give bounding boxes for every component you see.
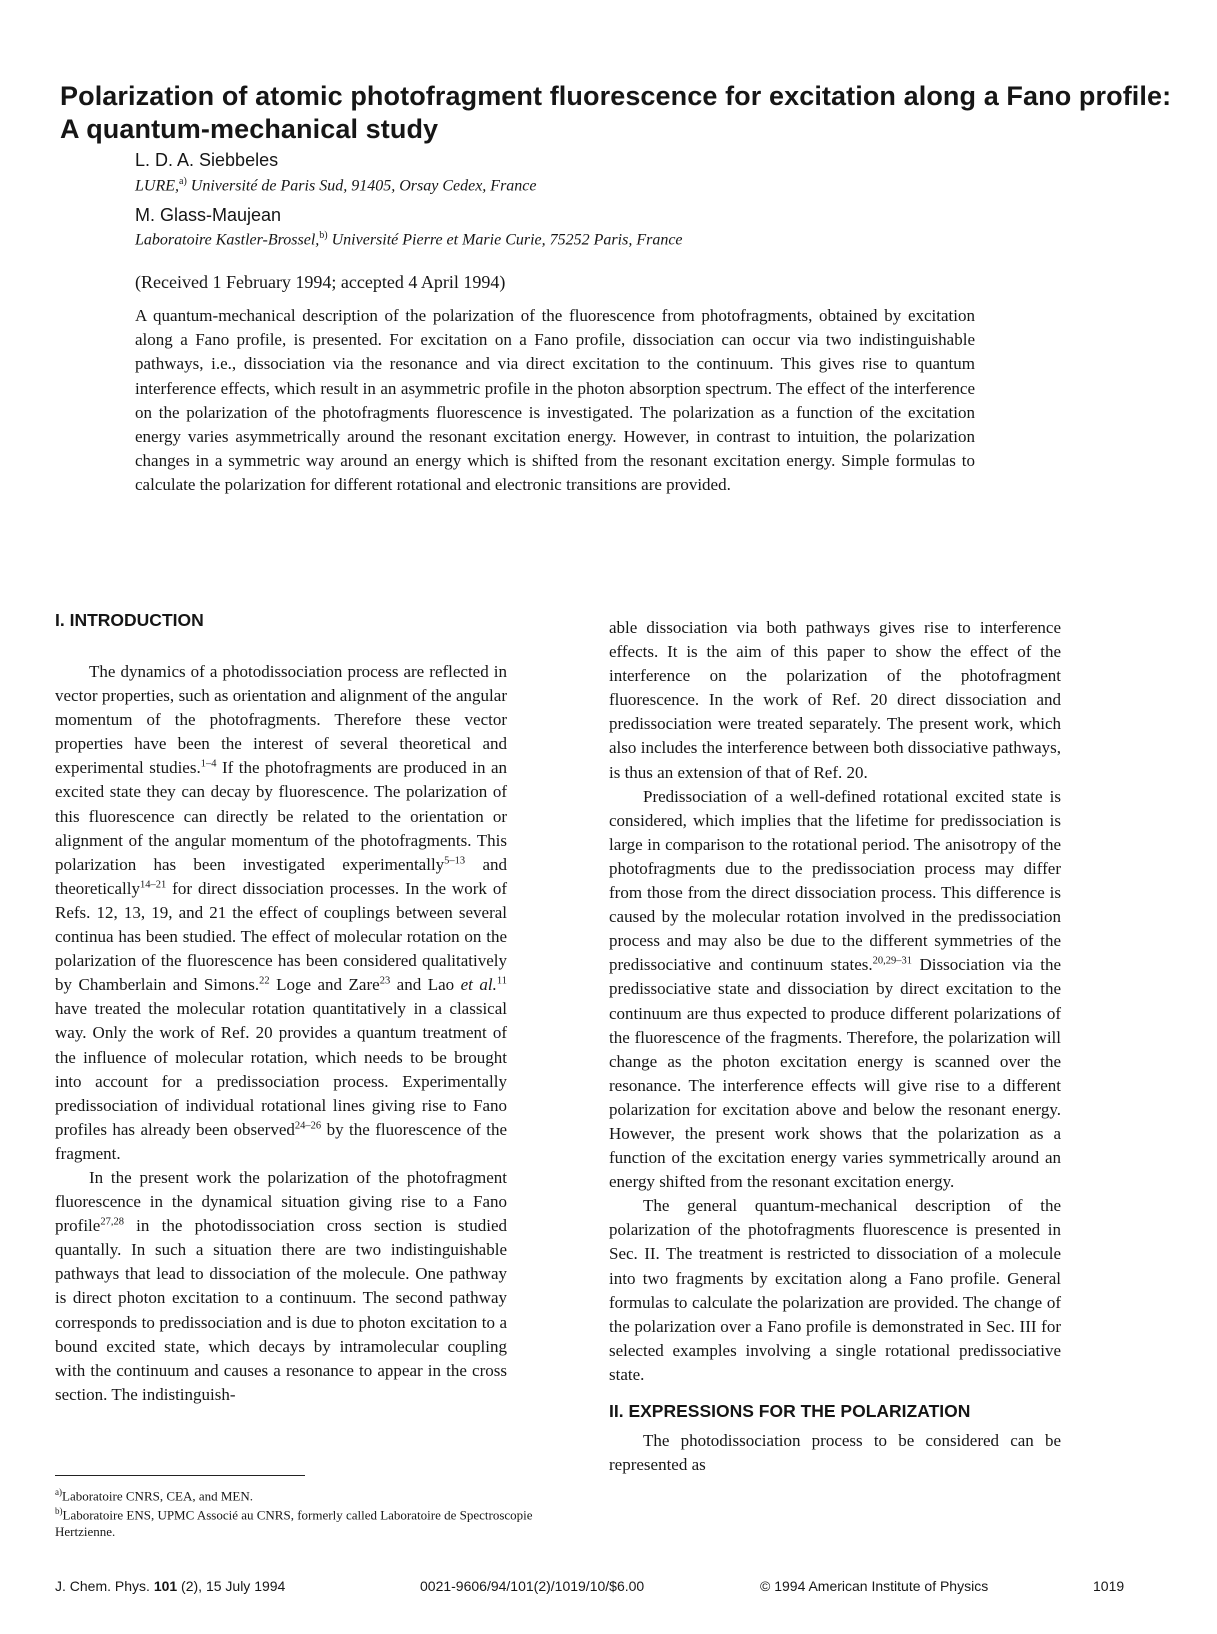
text-run: Dissociation via the predissociative state and dissociation by direct excitation to the continuum are thus expected to produce different polarizations of the fluorescence of the fragments. Therefore, the polarization will change as the photon excitation energy is scanned over the resonance. The interference effects will give rise to a different polarization for excitation above and below the resonant energy. However, the present work shows that the polarization as a function of the excitation energy varies symmetrically around an energy shifted from the resonant excitation energy. <box>609 955 1061 1192</box>
text-run: Loge and Zare <box>269 975 380 995</box>
text-run: have treated the molecular rotation quantitatively in a classical way. Only the work of Ref. 20 provides a quantum treatment of the influence of molecular rotation, which needs to be brought into account for a predissociation process. Experimentally predissociation of individual rotational lines giving rise to Fano profiles has already been observed <box>55 999 507 1139</box>
citation: 27,28 <box>100 1216 124 1228</box>
author-name: L. D. A. Siebbeles <box>135 150 279 170</box>
paper-title: Polarization of atomic photofragment fluorescence for excitation along a Fano profile: A quantum-mechanical study <box>60 81 1172 144</box>
affiliation-text: Laboratoire Kastler-Brossel, <box>135 231 320 249</box>
paragraph: able dissociation via both pathways gives rise to interference effects. It is the aim of this paper to show the effect of the interference on the polarization of the photofragment fluorescence. In the work of Ref. 20 direct dissociation and predissociation were treated separately. The present work, which also includes the interference between both dissociative pathways, is thus an extension of that of Ref. 20. <box>609 618 1061 782</box>
citation: 11 <box>496 975 507 987</box>
text-run: In the present work the polarization of the photofragment fluorescence in the dynamical situation giving rise to a Fano profile <box>55 1167 507 1236</box>
footnote-text: Laboratoire CNRS, CEA, and MEN. <box>62 1488 254 1504</box>
paragraph <box>609 785 1061 1195</box>
paragraph <box>55 660 507 1166</box>
affiliation-mark: b) <box>319 230 328 241</box>
paragraph: The general quantum-mechanical description of the polarization of the photofragments fluorescence is presented in Sec. II. The treatment is restricted to dissociation of a molecule into two fragments by excitation along a Fano profile. General formulas to calculate the polarization are provided. The change of the polarization over a Fano profile is demonstrated in Sec. III for selected examples involving a single rotational predissociative state. <box>609 1196 1061 1384</box>
affiliation-mark: a) <box>179 176 187 187</box>
citation: 14–21 <box>139 879 167 891</box>
footnote-mark: b) <box>55 1506 63 1516</box>
right-column <box>609 616 1061 1477</box>
text-run: for direct dissociation processes. In the work of Refs. 12, 13, 19, and 21 the effect of couplings between several continua has been studied. The effect of molecular rotation on the polarization of the fluorescence has been considered qualitatively by Chamberlain and Simons. <box>55 878 507 995</box>
author-affiliation <box>135 176 537 195</box>
article-code: 0021-9606/94/101(2)/1019/10/$6.00 <box>420 1578 645 1594</box>
journal-citation <box>55 1578 285 1594</box>
page-number: 1019 <box>1093 1578 1125 1594</box>
affiliation-text: LURE, <box>135 177 179 195</box>
author-name: M. Glass-Maujean <box>135 205 282 225</box>
text-run: If the photofragments are produced in an excited state they can decay by fluorescence. The polarization of this fluorescence can directly be related to the orientation or alignment of the angular momentum of the photofragments. This polarization has been investigated experimentally <box>55 758 508 874</box>
journal-name: J. Chem. Phys. <box>55 1578 154 1594</box>
paragraph <box>55 1166 507 1407</box>
text-run: and Lao <box>390 975 461 995</box>
text-run: The dynamics of a photodissociation process are reflected in vector properties, such as orientation and alignment of the angular momentum of the photofragments. Therefore these vector properties have been the interest of several theoretical and experimental studies. <box>55 662 507 778</box>
citation: 24–26 <box>294 1120 322 1132</box>
text-run-italic: et al. <box>460 975 497 995</box>
column-body <box>55 660 507 1407</box>
section-heading: I. INTRODUCTION <box>55 610 204 630</box>
text-run: and theoretically <box>55 854 507 898</box>
citation: 5–13 <box>444 855 466 867</box>
footnote-text: Laboratoire ENS, UPMC Associé au CNRS, formerly called Laboratoire de Spectroscopie Hertzienne. <box>55 1507 533 1540</box>
text-run: Predissociation of a well-defined rotational excited state is considered, which implies that the lifetime for predissociation is large in comparison to the rotational period. The anisotropy of the photofragments due to the predissociation process may differ from those from the direct dissociation process. This difference is caused by the molecular rotation involved in the predissociation process and may also be due to the different symmetries of the predissociative and continuum states. <box>609 786 1061 975</box>
paragraph: The photodissociation process to be considered can be represented as <box>609 1431 1061 1475</box>
citation: 20,29–31 <box>872 955 913 967</box>
affiliation-text: Université Pierre et Marie Curie, 75252 Paris, France <box>327 231 683 249</box>
text-run: in the photodissociation cross section is studied quantally. In such a situation there are two indistinguishable pathways that lead to dissociation of the molecule. One pathway is direct photon excitation to a continuum. The second pathway corresponds to predissociation and is due to photon excitation to a bound excited state, which decays by intramolecular coupling with the continuum and causes a resonance to appear in the cross section. The indistinguish- <box>55 1216 507 1404</box>
footnote <box>55 1484 575 1504</box>
citation: 22 <box>259 975 270 987</box>
abstract: A quantum-mechanical description of the polarization of the fluorescence from photofragments, obtained by excitation along a Fano profile, is presented. For excitation on a Fano profile, dissociation can occur via two indistinguishable pathways, i.e., dissociation via the resonance and via direct excitation to the continuum. This gives rise to quantum interference effects, which result in an asymmetric profile in the photon absorption spectrum. The effect of the interference on the polarization of the photofragments fluorescence is investigated. The polarization as a function of the excitation energy varies asymmetrically around the resonant excitation energy. However, in contrast to intuition, the polarization changes in a symmetric way around an energy which is shifted from the resonant excitation energy. Simple formulas to calculate the polarization for different rotational and electronic transitions are provided. <box>135 306 975 495</box>
text-run: by the fluorescence of the fragment. <box>55 1119 507 1163</box>
citation: 23 <box>379 975 391 987</box>
received-date: (Received 1 February 1994; accepted 4 April 1994) <box>135 272 506 292</box>
page-footer <box>55 1578 1135 1598</box>
author-affiliation <box>135 230 683 249</box>
journal-volume: 101 <box>153 1578 178 1594</box>
section-heading: II. EXPRESSIONS FOR THE POLARIZATION <box>609 1401 971 1421</box>
journal-issue-date: (2), 15 July 1994 <box>177 1578 286 1594</box>
footnote-mark: a) <box>55 1487 62 1497</box>
citation: 1–4 <box>200 758 217 770</box>
footnote <box>55 1503 575 1540</box>
footnote-divider <box>55 1475 305 1476</box>
affiliation-text: Université de Paris Sud, 91405, Orsay Cedex, France <box>186 177 537 195</box>
column-body <box>609 616 1061 1477</box>
copyright: © 1994 American Institute of Physics <box>760 1578 989 1594</box>
